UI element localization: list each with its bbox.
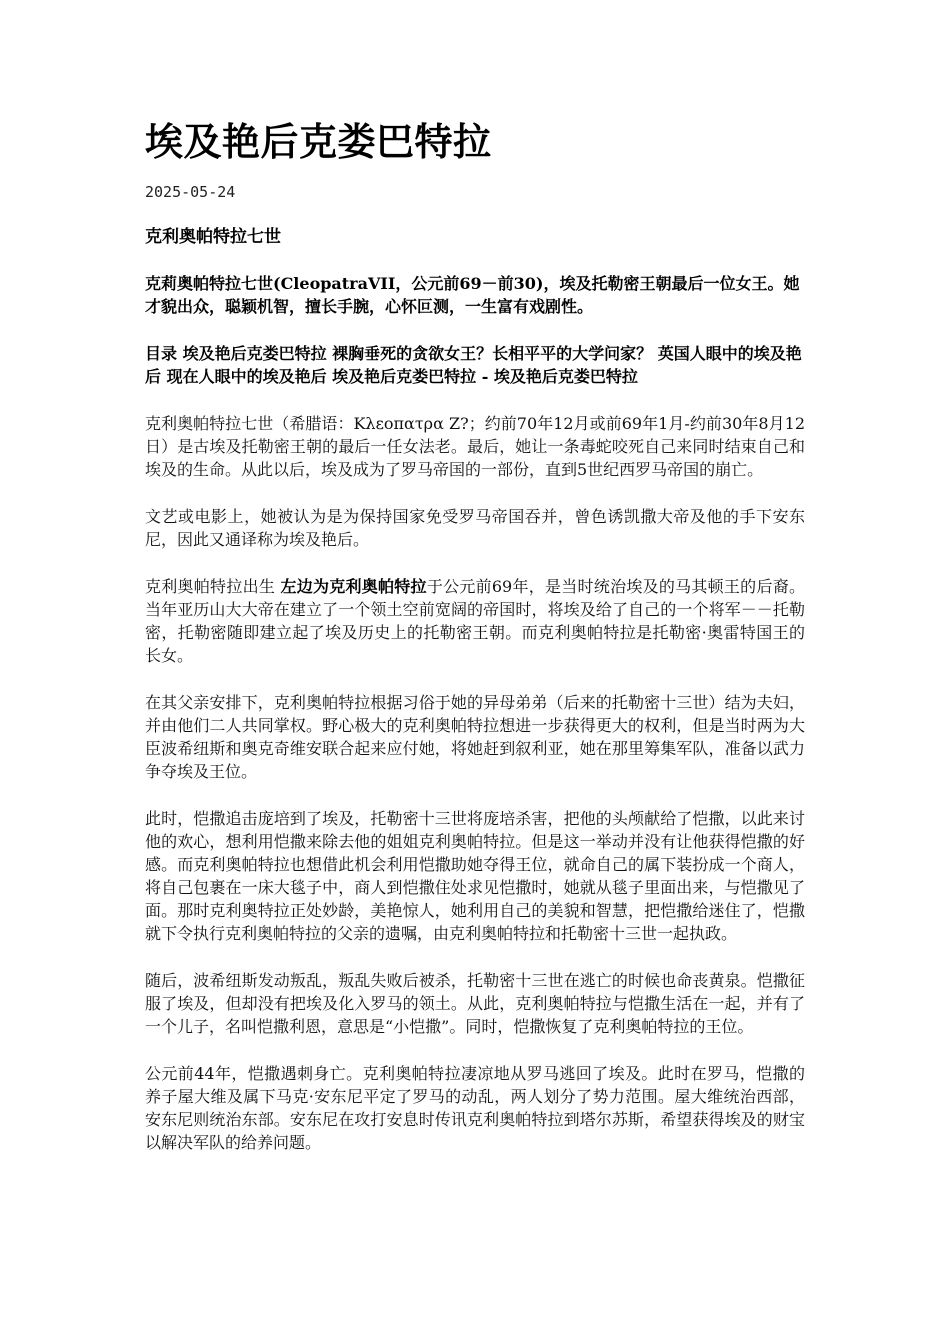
document-date: 2025-05-24 bbox=[145, 183, 236, 201]
body-paragraph-7: 公元前44年，恺撒遇刺身亡。克利奥帕特拉凄凉地从罗马逃回了埃及。此时在罗马，恺撒的养子屋大维及属下马克·安东尼平定了罗马的动乱，两人划分了势力范围。屋大维统治西部，安东尼则统治东部。安东尼在攻打安息时传讯克利奥帕特拉到塔尔苏斯，希望获得埃及的财宝以解决军队的给养问题。 bbox=[145, 1064, 805, 1152]
document-subtitle: 克利奥帕特拉七世 bbox=[145, 227, 281, 247]
body-paragraph-6: 随后，波希纽斯发动叛乱，叛乱失败后被杀，托勒密十三世在逃亡的时候也命丧黄泉。恺撒征服了埃及，但却没有把埃及化入罗马的领土。从此，克利奥帕特拉与恺撒生活在一起，并有了一个儿子，名叫恺撒利恩，意思是“小恺撒”。同时，恺撒恢复了克利奥帕特拉的王位。 bbox=[145, 971, 805, 1036]
document-content bbox=[145, 116, 805, 1154]
body-paragraph-3-suffix: 于公元前69年，是当时统治埃及的马其顿王的后裔。当年亚历山大大帝在建立了一个领土空前宽阔的帝国时，将埃及给了自己的一个将军－－托勒密，托勒密随即建立起了埃及历史上的托勒密王朝。而克利奥帕特拉是托勒密·奥雷特国王的长女。 bbox=[145, 577, 805, 665]
body-paragraph-3-prefix: 克利奥帕特拉出生 bbox=[145, 577, 281, 596]
table-of-contents: 目录 埃及艳后克娄巴特拉 裸胸垂死的贪欲女王？长相平平的大学问家？ 英国人眼中的埃及艳后 现在人眼中的埃及艳后 埃及艳后克娄巴特拉 - 埃及艳后克娄巴特拉 bbox=[145, 344, 802, 386]
body-paragraph-4: 在其父亲安排下，克利奥帕特拉根据习俗于她的异母弟弟（后来的托勒密十三世）结为夫妇，并由他们二人共同掌权。野心极大的克利奥帕特拉想进一步获得更大的权利，但是当时两为大臣波希纽斯和奥克奇维安联合起来应付她，将她赶到叙利亚，她在那里筹集军队，准备以武力争夺埃及王位。 bbox=[145, 693, 805, 781]
body-paragraph-3 bbox=[145, 575, 805, 667]
body-paragraph-1: 克利奥帕特拉七世（希腊语：Κλεοπατρα Ζ?；约前70年12月或前69年1月-约前30年8月12日）是古埃及托勒密王朝的最后一任女法老。最后，她让一条毒蛇咬死自己来同时结束自己和埃及的生命。从此以后，埃及成为了罗马帝国的一部份，直到5世纪西罗马帝国的崩亡。 bbox=[145, 414, 805, 479]
lead-paragraph: 克莉奥帕特拉七世(CleopatraVII，公元前69－前30)，埃及托勒密王朝最后一位女王。她才貌出众，聪颖机智，擅长手腕，心怀叵测，一生富有戏剧性。 bbox=[145, 274, 800, 316]
document-title: 埃及艳后克娄巴特拉 bbox=[145, 120, 492, 164]
body-paragraph-5: 此时，恺撒追击庞培到了埃及，托勒密十三世将庞培杀害，把他的头颅献给了恺撒，以此来讨他的欢心，想利用恺撒来除去他的姐姐克利奥帕特拉。但是这一举动并没有让他获得恺撒的好感。而克利奥帕特拉也想借此机会利用恺撒助她夺得王位，就命自己的属下装扮成一个商人，将自己包裹在一床大毯子中，商人到恺撒住处求见恺撒时，她就从毯子里面出来，与恺撒见了面。那时克利奥特拉正处妙龄，美艳惊人，她利用自己的美貌和智慧，把恺撒给迷住了，恺撒就下令执行克利奥帕特拉的父亲的遗嘱，由克利奥帕特拉和托勒密十三世一起执政。 bbox=[145, 809, 805, 943]
body-paragraph-2: 文艺或电影上，她被认为是为保持国家免受罗马帝国吞并，曾色诱凯撒大帝及他的手下安东尼，因此又通译称为埃及艳后。 bbox=[145, 507, 805, 549]
body-paragraph-3-strong-text: 左边为克利奥帕特拉 bbox=[280, 577, 427, 596]
